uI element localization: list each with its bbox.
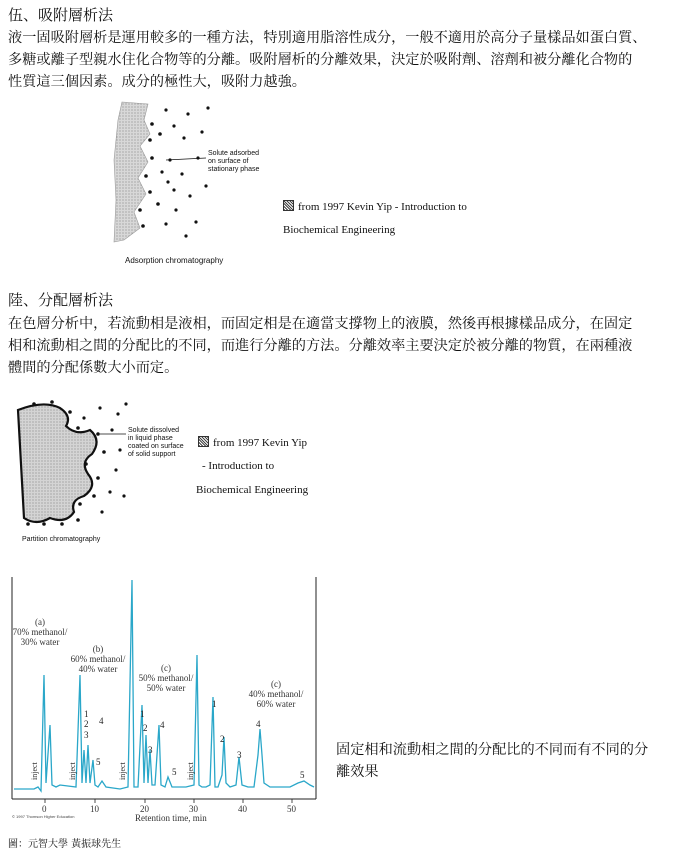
peak-number: 2: [84, 719, 89, 729]
inject-label: inject: [68, 762, 77, 780]
x-tick-label: 20: [140, 804, 149, 814]
chromatogram: [10, 575, 322, 825]
credit-text: from 1997 Kevin Yip - Introduction to: [298, 201, 467, 213]
caption-line: 離效果: [336, 764, 379, 780]
paragraph-line: 在色層分析中，若流動相是液相，而固定相是在適當支撐物上的液膜，然後再根據樣品成分，在固定: [8, 316, 633, 332]
inject-label: inject: [30, 762, 39, 780]
partition-label: [128, 427, 184, 459]
section-5-heading: 伍、吸附層析法: [8, 6, 114, 24]
peak-number: 1: [84, 709, 89, 719]
group-c-tag: (c): [161, 663, 171, 673]
section-5-paragraph: [8, 27, 698, 93]
adsorption-diagram: [110, 100, 280, 270]
group-d-solvent: 40% methanol/: [248, 689, 304, 699]
x-tick-label: 10: [90, 804, 99, 814]
adsorption-credit-line-1: [283, 200, 467, 213]
label-line: in liquid phase: [128, 435, 173, 442]
group-b-solvent: 40% water: [78, 664, 118, 674]
peak-number: 3: [237, 750, 242, 760]
adsorption-credit-line-2: Biochemical Engineering: [283, 224, 396, 236]
group-a-solvent: 30% water: [20, 637, 60, 647]
section-6-heading: 陸、分配層析法: [8, 291, 114, 309]
label-line: Solute dissolved: [128, 427, 179, 434]
group-b-solvent: 60% methanol/: [70, 654, 126, 664]
peak-number: 5: [96, 757, 101, 767]
credit-text: from 1997 Kevin Yip: [213, 437, 307, 449]
peak-number: 4: [99, 716, 104, 726]
paragraph-line: 體間的分配係數大小而定。: [8, 360, 179, 376]
peak-number: 4: [256, 719, 261, 729]
x-tick-label: 30: [189, 804, 198, 814]
adsorption-label: [208, 150, 259, 174]
group-d-solvent: 60% water: [256, 699, 296, 709]
partition-credit-line-2: - Introduction to: [202, 460, 275, 472]
peak-number: 1: [140, 709, 145, 719]
peak-number: 2: [143, 723, 148, 733]
adsorption-figure-title: Adsorption chromatography: [125, 256, 224, 265]
x-tick-label: 50: [287, 804, 296, 814]
peak-number: 3: [148, 745, 153, 755]
section-6-paragraph: [8, 313, 698, 379]
paragraph-line: 性質這三個因素。成分的極性大，吸附力越強。: [8, 74, 306, 90]
figure-icon: [283, 200, 294, 211]
paragraph-line: 多糖或離子型親水住化合物等的分離。吸附層析的分離效果，決定於吸附劑、溶劑和被分離化合物的: [8, 52, 633, 68]
peak-number: 2: [220, 734, 225, 744]
label-line: on surface of: [208, 158, 249, 165]
x-tick-label: 40: [238, 804, 247, 814]
partition-figure-title: Partition chromatography: [22, 536, 101, 543]
peak-number: 4: [160, 720, 165, 730]
peak-number: 3: [84, 730, 89, 740]
caption-line: 固定相和流動相之間的分配比的不同而有不同的分: [336, 742, 649, 758]
copyright-text: © 1997 Thomson Higher Education: [12, 814, 75, 819]
footer-credit: 圖：元智大學 黃振球先生: [8, 839, 122, 850]
label-line: coated on surface: [128, 443, 184, 450]
paragraph-line: 液一固吸附層析是運用較多的一種方法，特別適用脂溶性成分，一般不適用於高分子量樣品如蛋白質、: [8, 30, 647, 46]
peak-number: 5: [300, 770, 305, 780]
x-axis-label: Retention time, min: [135, 813, 207, 823]
group-c-solvent: 50% methanol/: [138, 673, 194, 683]
chromatogram-caption: [336, 739, 686, 783]
label-line: Solute adsorbed: [208, 150, 259, 157]
partition-credit-line-3: Biochemical Engineering: [196, 484, 309, 496]
group-c-solvent: 50% water: [146, 683, 186, 693]
paragraph-line: 相和流動相之間的分配比的不同，而進行分離的方法。分離效率主要決定於被分離的物質，在兩種液: [8, 338, 633, 354]
peak-number: 1: [212, 699, 217, 709]
partition-credit-line-1: [198, 436, 307, 449]
group-d-tag: (c): [271, 679, 281, 689]
group-b-tag: (b): [92, 644, 104, 654]
solute-dots: [138, 106, 209, 237]
group-a-solvent: 70% methanol/: [12, 627, 68, 637]
peak-number: 5: [172, 767, 177, 777]
x-tick-label: 0: [42, 804, 47, 814]
inject-label: inject: [186, 762, 195, 780]
figure-icon: [198, 436, 209, 447]
inject-label: inject: [118, 762, 127, 780]
partition-diagram: [14, 400, 189, 540]
stationary-phase-surface: [114, 102, 150, 242]
group-a-tag: (a): [35, 617, 45, 627]
label-line: of solid support: [128, 451, 176, 458]
label-line: stationary phase: [208, 166, 260, 173]
